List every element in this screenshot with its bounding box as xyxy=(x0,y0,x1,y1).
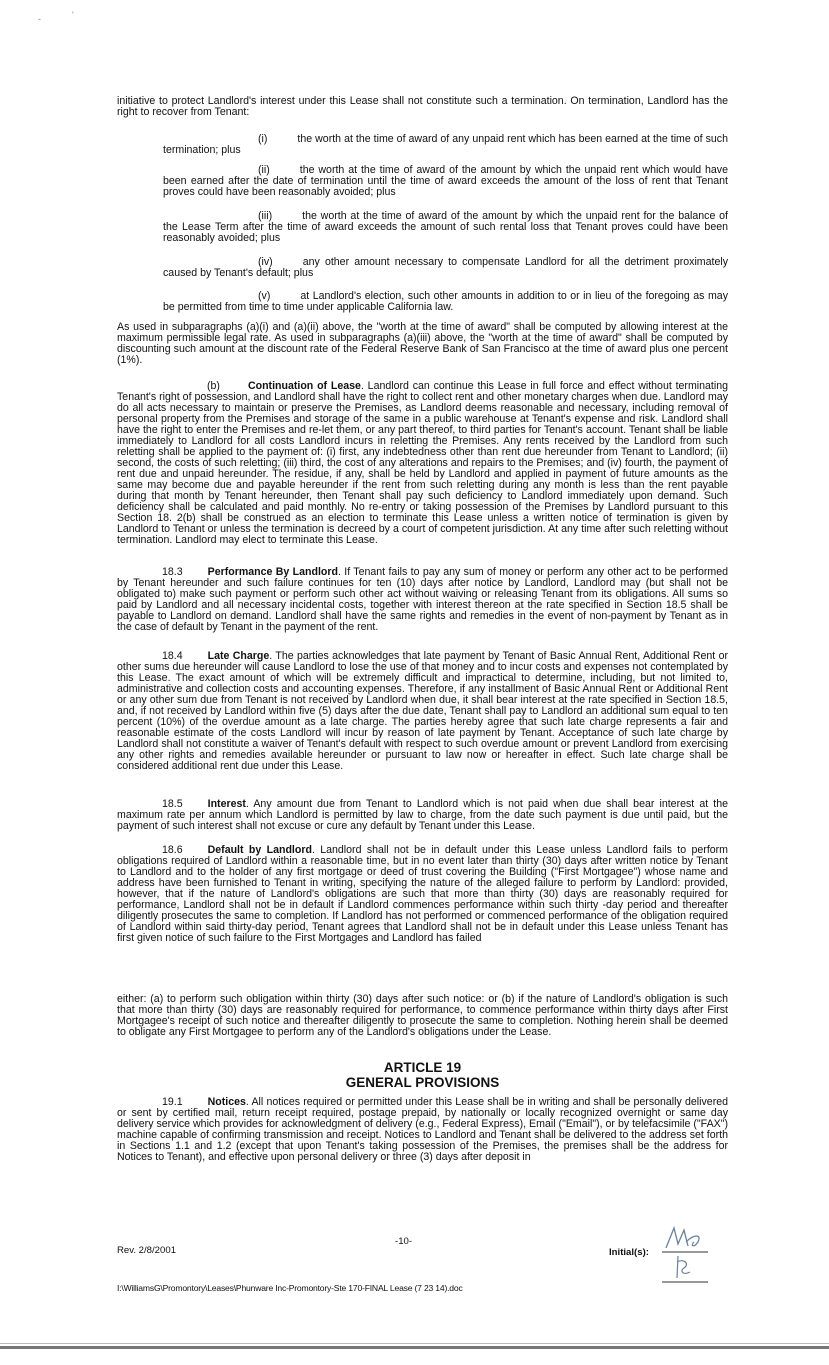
section-heading: Interest xyxy=(207,798,246,810)
subparagraph-number: (v) xyxy=(258,290,271,302)
margin-mark: - xyxy=(38,14,41,24)
subparagraph-number: (iii) xyxy=(258,210,273,222)
paragraph-intro: initiative to protect Landlord's interest under this Lease shall not constitute such a termination. On termination, Landlord has the right to recover from Tenant: xyxy=(117,95,728,118)
section-18-5: 18.5 Interest. Any amount due from Tenant to Landlord which is not paid when due shall bear interest at the maximum rate per annum which Landlord is permitted by law to charge, from the date such payment is due until paid, but the payment of such interest shall not excuse or cure any default by Tenant under this Lease. xyxy=(117,798,728,832)
section-number: 18.3 xyxy=(162,566,183,578)
section-heading: Continuation of Lease xyxy=(247,380,361,392)
subparagraph-ii: (ii) the worth at the time of award of the amount by which the unpaid rent which would have been earned after the date of termination until the time of award exceeds the amount of the loss of rent that Tenant proves could have been reasonably avoided; plus xyxy=(163,164,728,198)
paragraph-worth-definition: As used in subparagraphs (a)(i) and (a)(ii) above, the "worth at the time of award" shall be computed by allowing interest at the maximum permissible legal rate. As used in subparagraphs (a)(iii) above, the "worth at the time of award" shall be computed by discounting such amount at the discount rate of the Federal Reserve Bank of San Francisco at the time of award plus one percent (1%). xyxy=(117,321,728,366)
section-heading: Late Charge xyxy=(207,650,270,662)
revision-date: Rev. 2/8/2001 xyxy=(117,1245,177,1256)
subparagraph-number: (ii) xyxy=(258,164,270,176)
margin-mark: ' xyxy=(72,10,74,20)
section-18-3: 18.3 Performance By Landlord. If Tenant fails to pay any sum of money or perform any other act to be performed by Tenant hereunder and such failure continues for ten (10) days after notice by Landlord, Landlord may (but shall not be obligated to) make such payment or perform such other act without waiving or releasing Tenant from its obligations. All sums so paid by Landlord and all necessary incidental costs, together with interest thereon at the rate specified in Section 18.5 shall be payable to Landlord on demand. Landlord shall have the same rights and remedies in the event of non-payment by Tenant as in the case of default by Tenant in the payment of the rent. xyxy=(117,566,728,633)
section-18-6: 18.6 Default by Landlord. Landlord shall not be in default under this Lease unless Landlord fails to perform obligations required of Landlord within a reasonable time, but in no event later than thirty (30) days after written notice by Tenant to Landlord and to the holder of any first mortgage or deed of trust covering the Building ("First Mortgagee") whose name and address have been furnished to Tenant in writing, specifying the nature of the alleged failure to perform by Landlord: provided, however, that if the nature of Landlord's obligations are such that more than thirty (30) days are reasonably required for performance, Landlord shall not be in default if Landlord commences performance within such thirty -day period and thereafter diligently prosecutes the same to completion. If Landlord has not performed or commenced performance of the obligation required of Landlord within said thirty-day period, Tenant agrees that Landlord shall not be in default under this Lease unless Tenant has first given notice of such failure to the First Mortgages and Landlord has failed xyxy=(117,844,729,944)
subparagraph-number: (i) xyxy=(258,133,268,145)
scan-edge-line xyxy=(0,1343,829,1344)
subparagraph-i: (i) the worth at the time of award of any unpaid rent which has been earned at the time of such termination; plus xyxy=(163,133,728,156)
subparagraph-v: (v) at Landlord's election, such other amounts in addition to or in lieu of the foregoing as may be permitted from time to time under applicable California law. xyxy=(163,290,728,313)
article-heading xyxy=(117,1060,728,1090)
article-number: ARTICLE 19 xyxy=(383,1060,462,1075)
subparagraph-number: (iv) xyxy=(258,256,273,268)
subparagraph-iv: (iv) any other amount necessary to compensate Landlord for all the detriment proximately caused by Tenant's default; plus xyxy=(163,256,728,279)
section-heading: Default by Landlord xyxy=(207,844,312,856)
scan-edge-line xyxy=(0,1346,829,1349)
article-title: GENERAL PROVISIONS xyxy=(345,1075,500,1090)
section-number: 18.5 xyxy=(162,798,183,810)
paragraph-either: either: (a) to perform such obligation within thirty (30) days after such notice: or (b) if the nature of Landlord's obligation is such that more than thirty (30) days are reasonably required for performance, to commence performance within thirty days after First Mortgagee's receipt of such notice and thereafter diligently to prosecute the same to completion. Nothing herein shall be deemed to obligate any First Mortgagee to perform any of the Landlord's obligations under the Lease. xyxy=(117,993,728,1038)
section-18-4: 18.4 Late Charge. The parties acknowledges that late payment by Tenant of Basic Annual Rent, Additional Rent or other sums due hereunder will cause Landlord to lose the use of that money and to incur costs and expenses not contemplated by this Lease. The exact amount of which will be extremely difficult and impractical to determine, including, but not limited to, administrative and collection costs and accounting expenses. Therefore, if any installment of Basic Annual Rent or Additional Rent or any other sum due from Tenant is not received by Landlord when due, it shall bear interest at the rate specified in Section 18.5, and, if not received by Landlord within five (5) days after the due date, Tenant shall pay to Landlord an additional sum equal to ten percent (10%) of the overdue amount as a late charge. The parties hereby agree that such late charge represents a fair and reasonable estimate of the costs Landlord will incur by reason of late payment by Tenant. Acceptance of such late charge by Landlord shall not constitute a waiver of Tenant's default with respect to such overdue amount or prevent Landlord from exercising any other rights and remedies available hereunder or pursuant to law now or hereafter in effect. Such late charge shall be considered additional rent due under this Lease. xyxy=(117,650,728,772)
section-number: 18.6 xyxy=(162,844,183,856)
section-number: 18.4 xyxy=(162,650,183,662)
section-heading: Notices xyxy=(207,1096,246,1108)
initials-signature xyxy=(660,1222,712,1290)
subparagraph-iii: (iii) the worth at the time of award of the amount by which the unpaid rent for the balance of the Lease Term after the time of award exceeds the amount of such rental loss that Tenant proves could have been reasonably avoided; plus xyxy=(163,210,728,244)
paragraph-number: (b) xyxy=(207,380,220,392)
file-path: I:\WilliamsG\Promontory\Leases\Phunware Inc-Promontory-Ste 170-FINAL Lease (7 23 14).doc xyxy=(117,1283,463,1293)
section-number: 19.1 xyxy=(162,1096,183,1108)
paragraph-continuation-of-lease: (b) Continuation of Lease. Landlord can continue this Lease in full force and effect without terminating Tenant's right of possession, and Landlord shall have the right to collect rent and other monetary charges when due. Landlord may do all acts necessary to maintain or preserve the Premises, as Landlord deems reasonable and necessary, including removal of personal property from the Premises and storage of the same in a public warehouse at Tenant's expense and risk. Landlord shall have the right to enter the Premises and re-let them, or any part thereof, to third parties for Tenant's account. Tenant shall be liable immediately to Landlord for all costs Landlord incurs in reletting the Premises. Any rents received by the Landlord from such reletting shall be applied to the payment of: (i) first, any indebtedness other than rent due hereunder from Tenant to Landlord; (ii) second, the costs of such reletting; (iii) third, the cost of any alterations and repairs to the Premises; and (iv) fourth, the payment of rent due and unpaid hereunder. The residue, if any, shall be held by Landlord and applied in payment of future amounts as the same may become due and payable hereunder if the rent from such reletting during any month is less than the rent payable during that month by Tenant hereunder, then Tenant shall pay such deficiency to Landlord immediately upon demand. Such deficiency shall be calculated and paid monthly. No re-entry or taking possession of the Premises by Landlord pursuant to this Section 18. 2(b) shall be construed as an election to terminate this Lease unless a written notice of termination is given by Landlord to Tenant or unless the termination is decreed by a court of competent jurisdiction. At any time after such reletting without termination. Landlord may elect to terminate this Lease. xyxy=(117,380,728,546)
initials-label: Initial(s): xyxy=(609,1247,649,1258)
page-number: -10- xyxy=(395,1236,413,1247)
section-19-1: 19.1 Notices. All notices required or permitted under this Lease shall be in writing and shall be personally delivered or sent by certified mail, return receipt required, postage prepaid, by nationally or locally recognized overnight or same day delivery service which provides for acknowledgment of delivery (e.g., Federal Express), Email ("Email"), or by telefacsimile ("FAX") machine capable of confirming transmission and receipt. Notices to Landlord and Tenant shall be delivered to the address set forth in Sections 1.1 and 1.2 (except that upon Tenant's taking possession of the Premises, the premises shall be the address for Notices to Tenant), and effective upon personal delivery or three (3) days after deposit in xyxy=(117,1096,728,1163)
section-heading: Performance By Landlord xyxy=(207,566,338,578)
